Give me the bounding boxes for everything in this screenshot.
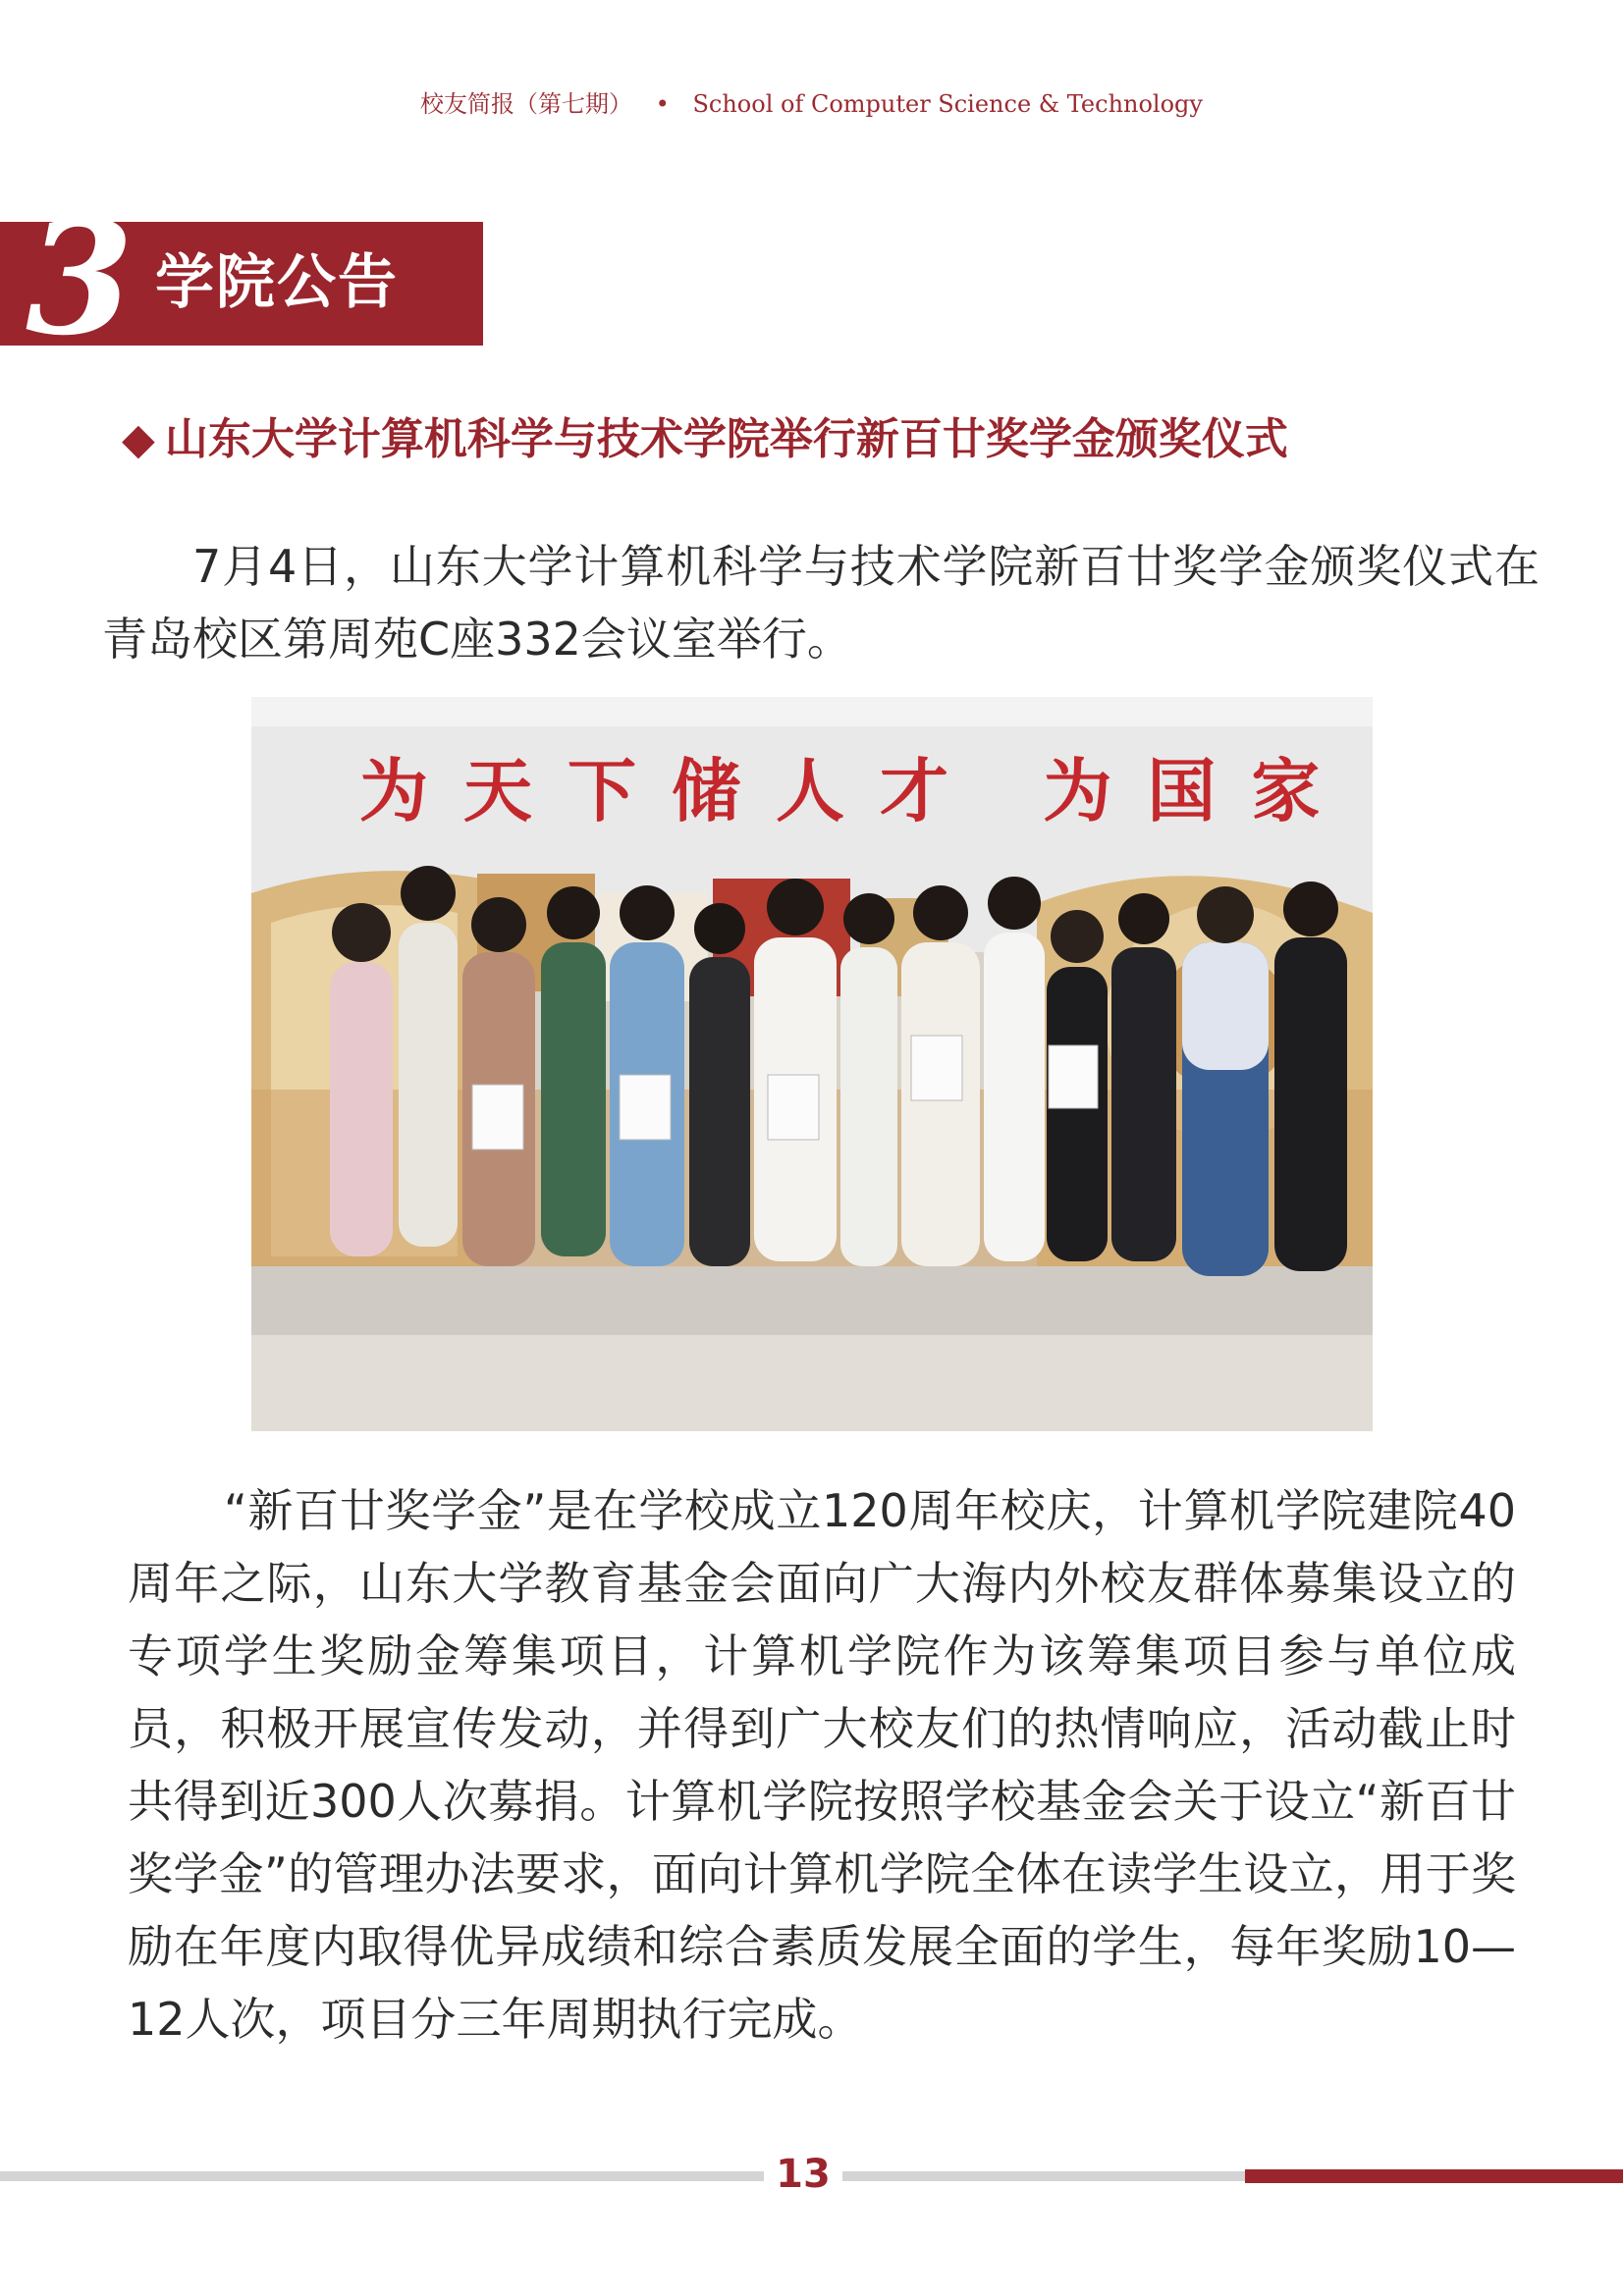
section-number: 3 — [26, 188, 134, 370]
page-number: 13 — [776, 2152, 831, 2197]
article-title-text: 山东大学计算机科学与技术学院举行新百廿奖学金颁奖仪式 — [164, 414, 1288, 464]
footer-rule-right — [842, 2171, 1245, 2181]
footer-rule-accent — [1245, 2169, 1623, 2183]
intro-paragraph: 7月4日，山东大学计算机科学与技术学院新百廿奖学金颁奖仪式在青岛校区第周苑C座332会议室举行。 — [102, 540, 1540, 666]
wall-slogan: 为天下储人才 为国家 — [359, 750, 1356, 831]
award-ceremony-photo — [251, 697, 1373, 1431]
header-separator: • — [655, 90, 670, 118]
footer-rule-left — [0, 2171, 764, 2181]
school-name: School of Computer Science & Technology — [692, 90, 1203, 118]
running-head — [0, 84, 1623, 119]
publication-name: 校友简报（第七期） — [420, 90, 633, 118]
body-paragraph: “新百廿奖学金”是在学校成立120周年校庆，计算机学院建院40周年之际，山东大学教育基金会面向广大海内外校友群体募集设立的专项学生奖励金筹集项目，计算机学院作为该筹集项目参与单位成员，积极开展宣传发动，并得到广大校友们的热情响应，活动截止时共得到近300人次募捐。计算机学院按照学校基金会关于设立“新百廿奖学金”的管理办法要求，面向计算机学院全体在读学生设立，用于奖励在年度内取得优异成绩和综合素质发展全面的学生，每年奖励10—12人次，项目分三年周期执行完成。 — [128, 1484, 1516, 2046]
diamond-bullet-icon: ◆ — [122, 414, 155, 464]
section-title: 学院公告 — [155, 248, 399, 317]
article-title — [122, 412, 1288, 467]
